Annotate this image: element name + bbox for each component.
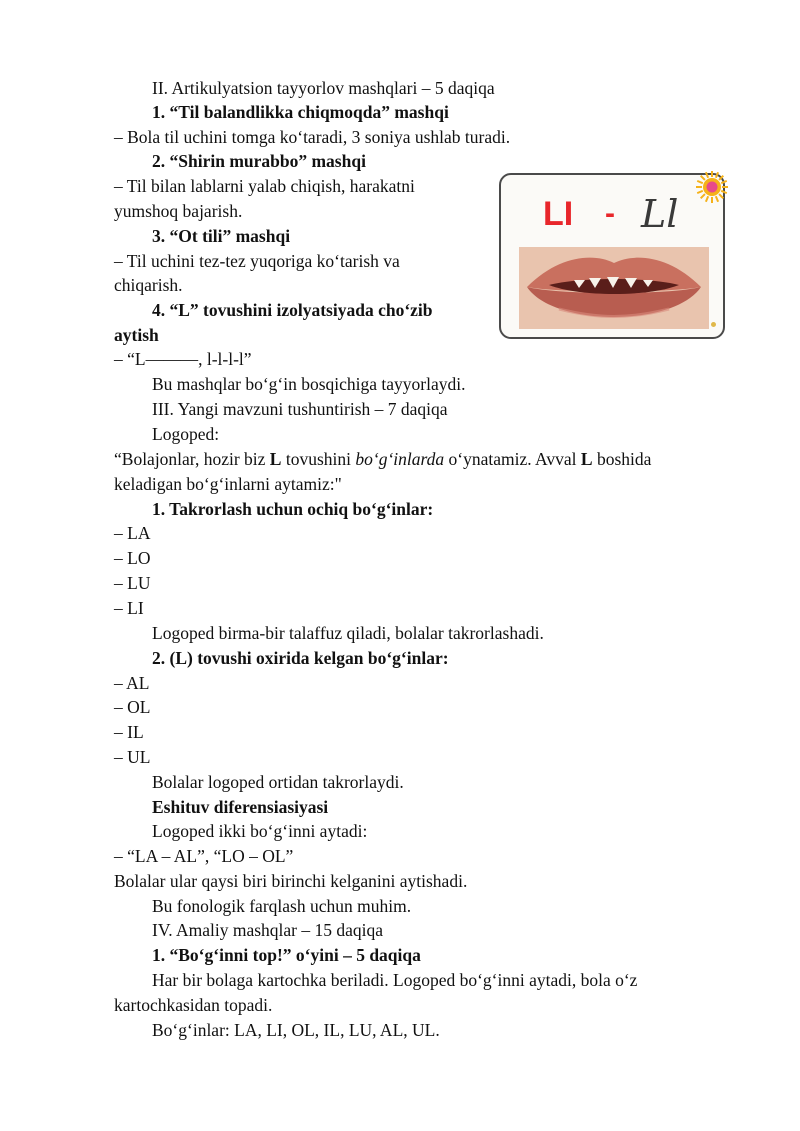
sun-ray [721,181,727,183]
syllable-pairs: – “LA – AL”, “LO – OL” [114,846,294,866]
speech-line [114,447,651,471]
lips-illustration [519,247,709,329]
instruction-text: Bu fonologik farqlash uchun muhim. [152,896,412,916]
exercise-3-title: 3. “Ot tili” mashqi [152,226,291,246]
speech-part: o‘ynatamiz. Avval [444,449,581,469]
sun-ray [719,194,723,198]
section-heading-2: II. Artikulyatsion tayyorlov mashqlari – 5 daqiqa [152,78,495,98]
game-text: Har bir bolaga kartochka beriladi. Logoped bo‘g‘inni aytadi, bola o‘z [152,970,638,990]
syllable-item: – UL [114,747,151,767]
speech-letter: L [269,449,282,469]
exercise-summary: Bu mashqlar bo‘g‘in bosqichiga tayyorlaydi. [152,374,466,394]
instruction-text: Logoped ikki bo‘g‘inni aytadi: [152,821,368,841]
exercise-4-title: 4. “L” tovushini izolyatsiyada cho‘zib [152,300,433,320]
syllables-list: Bo‘g‘inlar: LA, LI, OL, IL, LU, AL, UL. [152,1020,440,1040]
exercise-1-text: – Bola til uchini tomga ko‘taradi, 3 soniya ushlab turadi. [114,127,511,147]
sun-ray [701,176,705,180]
sun-ray [706,172,708,178]
speech-part: tovushini [281,449,356,469]
subheading-open-syllables: 1. Takrorlash uchun ochiq bo‘g‘inlar: [152,499,434,519]
exercise-4-title-cont: aytish [114,325,159,345]
syllable-item: – LI [114,598,144,618]
script-letters: Ll [641,192,679,233]
letter-card-heading [501,189,723,233]
syllable-item: – AL [114,673,150,693]
sun-ray [721,191,727,193]
decorative-dot [711,322,716,327]
instruction-text: Logoped birma-bir talaffuz qiladi, bolalar takrorlashadi. [152,623,544,643]
sun-ray [716,196,718,202]
sun-ray [719,176,723,180]
exercise-2-text: – Til bilan lablarni yalab chiqish, harakatni [114,176,415,196]
speaker-label: Logoped: [152,424,220,444]
sun-ray [697,181,703,183]
section-heading-3: III. Yangi mavzuni tushuntirish – 7 daqiqa [152,399,448,419]
syllable-item: – LA [114,523,151,543]
card-dash: - [605,197,615,230]
sun-ray [697,191,703,193]
speech-letter: L [580,449,593,469]
speech-line-cont: keladigan bo‘g‘inlarni aytamiz:" [114,474,342,494]
syllable-item: – LU [114,573,151,593]
exercise-4-text: – “L———, l-l-l-l” [114,349,252,369]
game-text-cont: kartochkasidan topadi. [114,995,273,1015]
letter-card-image [499,173,725,339]
sun-ray [716,172,718,178]
exercise-3-text: – Til uchini tez-tez yuqoriga ko‘tarish va [114,251,400,271]
sun-sticker-icon [695,170,729,204]
print-letters: LI [543,195,574,233]
exercise-2-text-cont: yumshoq bajarish. [114,201,243,221]
syllable-item: – OL [114,697,151,717]
section-heading-4: IV. Amaliy mashqlar – 15 daqiqa [152,920,384,940]
speech-part: boshida [592,449,652,469]
speech-part: “Bolajonlar, hozir biz [114,449,270,469]
sun-ray [706,196,708,202]
exercise-2-title: 2. “Shirin murabbo” mashqi [152,151,366,171]
speech-emphasis: bo‘g‘inlarda [355,449,445,469]
subheading-differentiation: Eshituv diferensiasiyasi [152,797,329,817]
exercise-3-text-cont: chiqarish. [114,275,183,295]
syllable-item: – IL [114,722,144,742]
exercise-1-title: 1. “Til balandlikka chiqmoqda” mashqi [152,102,449,122]
game-title: 1. “Bo‘g‘inni top!” o‘yini – 5 daqiqa [152,945,421,965]
syllable-item: – LO [114,548,151,568]
instruction-text: Bolalar logoped ortidan takrorlaydi. [152,772,404,792]
instruction-text: Bolalar ular qaysi biri birinchi kelganini aytishadi. [114,871,468,891]
sun-ray [701,194,705,198]
subheading-final-syllables: 2. (L) tovushi oxirida kelgan bo‘g‘inlar: [152,648,449,668]
sun-center [707,182,718,193]
